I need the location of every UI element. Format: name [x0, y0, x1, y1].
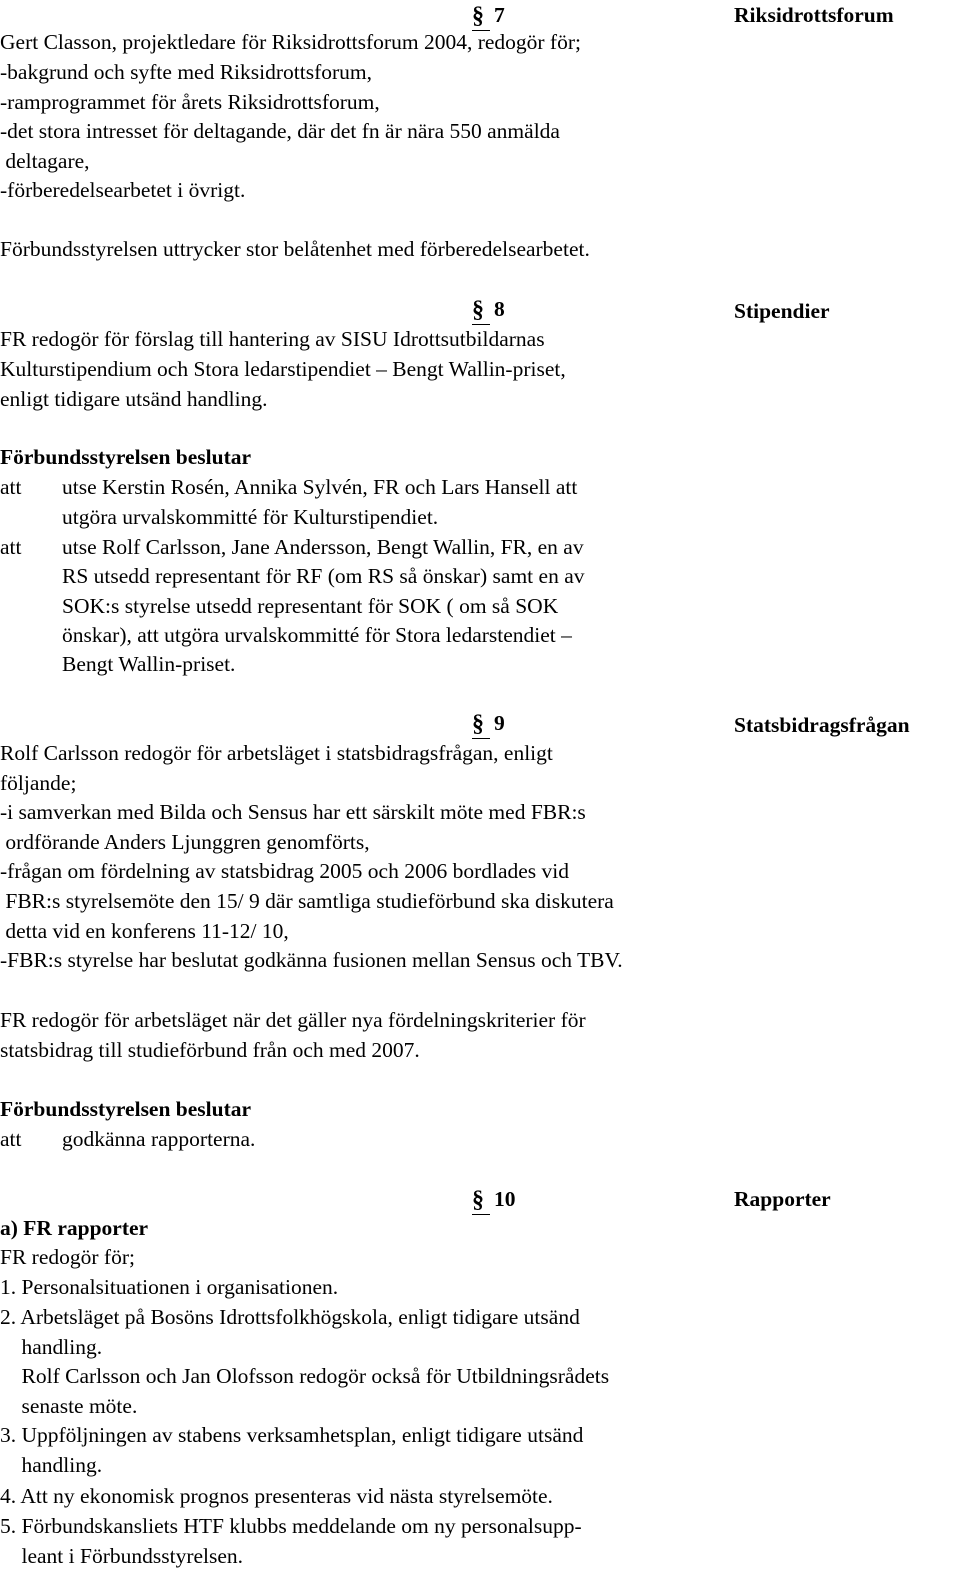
decision-line: önskar), att utgöra urvalskommitté för Stora ledarstendiet – — [62, 623, 572, 647]
section-sign: § — [472, 710, 490, 739]
list-item: handling. — [0, 1453, 103, 1477]
decision-line: SOK:s styrelse utsedd representant för SOK ( om så SOK — [62, 594, 559, 618]
text-line: FBR:s styrelsemöte den 15/ 9 där samtliga studieförbund ska diskutera — [0, 889, 614, 913]
text-line: -ramprogrammet för årets Riksidrottsforum, — [0, 90, 380, 114]
list-item: 2. Arbetsläget på Bosöns Idrottsfolkhögskola, enligt tidigare utsänd — [0, 1305, 580, 1329]
section-number: 8 — [494, 297, 505, 321]
decision-line: utse Kerstin Rosén, Annika Sylvén, FR och Lars Hansell att — [62, 475, 578, 499]
text-line: följande; — [0, 771, 77, 795]
text-line: -förberedelsearbetet i övrigt. — [0, 178, 246, 202]
text-line: FR redogör för förslag till hantering av SISU Idrottsutbildarnas — [0, 327, 545, 351]
section-sign: § — [472, 296, 490, 325]
decision-line: godkänna rapporterna. — [62, 1127, 256, 1151]
list-item: Rolf Carlsson och Jan Olofsson redogör också för Utbildningsrådets — [0, 1364, 610, 1388]
decision-heading: Förbundsstyrelsen beslutar — [0, 445, 252, 469]
decision-line: utgöra urvalskommitté för Kulturstipendiet. — [62, 505, 439, 529]
decision-heading: Förbundsstyrelsen beslutar — [0, 1097, 252, 1121]
text-line: Förbundsstyrelsen uttrycker stor belåtenhet med förberedelsearbetet. — [0, 237, 590, 261]
section-heading: Statsbidragsfrågan — [734, 713, 910, 737]
decision-line: RS utsedd representant för RF (om RS så önskar) samt en av — [62, 564, 585, 588]
att-label: att — [0, 535, 22, 559]
section-number: 9 — [494, 711, 505, 735]
text-line: -bakgrund och syfte med Riksidrottsforum, — [0, 60, 373, 84]
text-line: Gert Classon, projektledare för Riksidrottsforum 2004, redogör för; — [0, 30, 581, 54]
list-item: handling. — [0, 1335, 103, 1359]
att-label: att — [0, 1127, 22, 1151]
text-line: -det stora intresset för deltagande, där det fn är nära 550 anmälda — [0, 119, 560, 143]
text-line: detta vid en konferens 11-12/ 10, — [0, 919, 289, 943]
list-item: 3. Uppföljningen av stabens verksamhetsplan, enligt tidigare utsänd — [0, 1423, 584, 1447]
text-line: deltagare, — [0, 149, 90, 173]
text-line: enligt tidigare utsänd handling. — [0, 387, 268, 411]
list-item: senaste möte. — [0, 1394, 138, 1418]
section-heading: Rapporter — [734, 1187, 831, 1211]
text-line: ordförande Anders Ljunggren genomförts, — [0, 830, 370, 854]
text-line: -frågan om fördelning av statsbidrag 2005 och 2006 bordlades vid — [0, 859, 570, 883]
section-number: 7 — [494, 3, 505, 27]
decision-line: Bengt Wallin-priset. — [62, 652, 236, 676]
text-line: statsbidrag till studieförbund från och med 2007. — [0, 1038, 420, 1062]
text-line: FR redogör för; — [0, 1245, 135, 1269]
list-item: 4. Att ny ekonomisk prognos presenteras vid nästa styrelsemöte. — [0, 1484, 553, 1508]
text-line: Rolf Carlsson redogör för arbetsläget i statsbidragsfrågan, enligt — [0, 741, 553, 765]
subheading: a) FR rapporter — [0, 1216, 149, 1240]
section-heading: Riksidrottsforum — [734, 3, 894, 27]
att-label: att — [0, 475, 22, 499]
text-line: -i samverkan med Bilda och Sensus har ett särskilt möte med FBR:s — [0, 800, 586, 824]
section-sign: § — [472, 2, 490, 31]
list-item: leant i Förbundsstyrelsen. — [0, 1544, 244, 1568]
text-line: Kulturstipendium och Stora ledarstipendiet – Bengt Wallin-priset, — [0, 357, 566, 381]
section-sign: § — [472, 1186, 490, 1215]
section-heading: Stipendier — [734, 299, 830, 323]
list-item: 1. Personalsituationen i organisationen. — [0, 1275, 339, 1299]
text-line: -FBR:s styrelse har beslutat godkänna fusionen mellan Sensus och TBV. — [0, 948, 623, 972]
list-item: 5. Förbundskansliets HTF klubbs meddelande om ny personalsupp- — [0, 1514, 582, 1538]
text-line: FR redogör för arbetsläget när det gäller nya fördelningskriterier för — [0, 1008, 586, 1032]
section-number: 10 — [494, 1187, 516, 1211]
decision-line: utse Rolf Carlsson, Jane Andersson, Bengt Wallin, FR, en av — [62, 535, 584, 559]
